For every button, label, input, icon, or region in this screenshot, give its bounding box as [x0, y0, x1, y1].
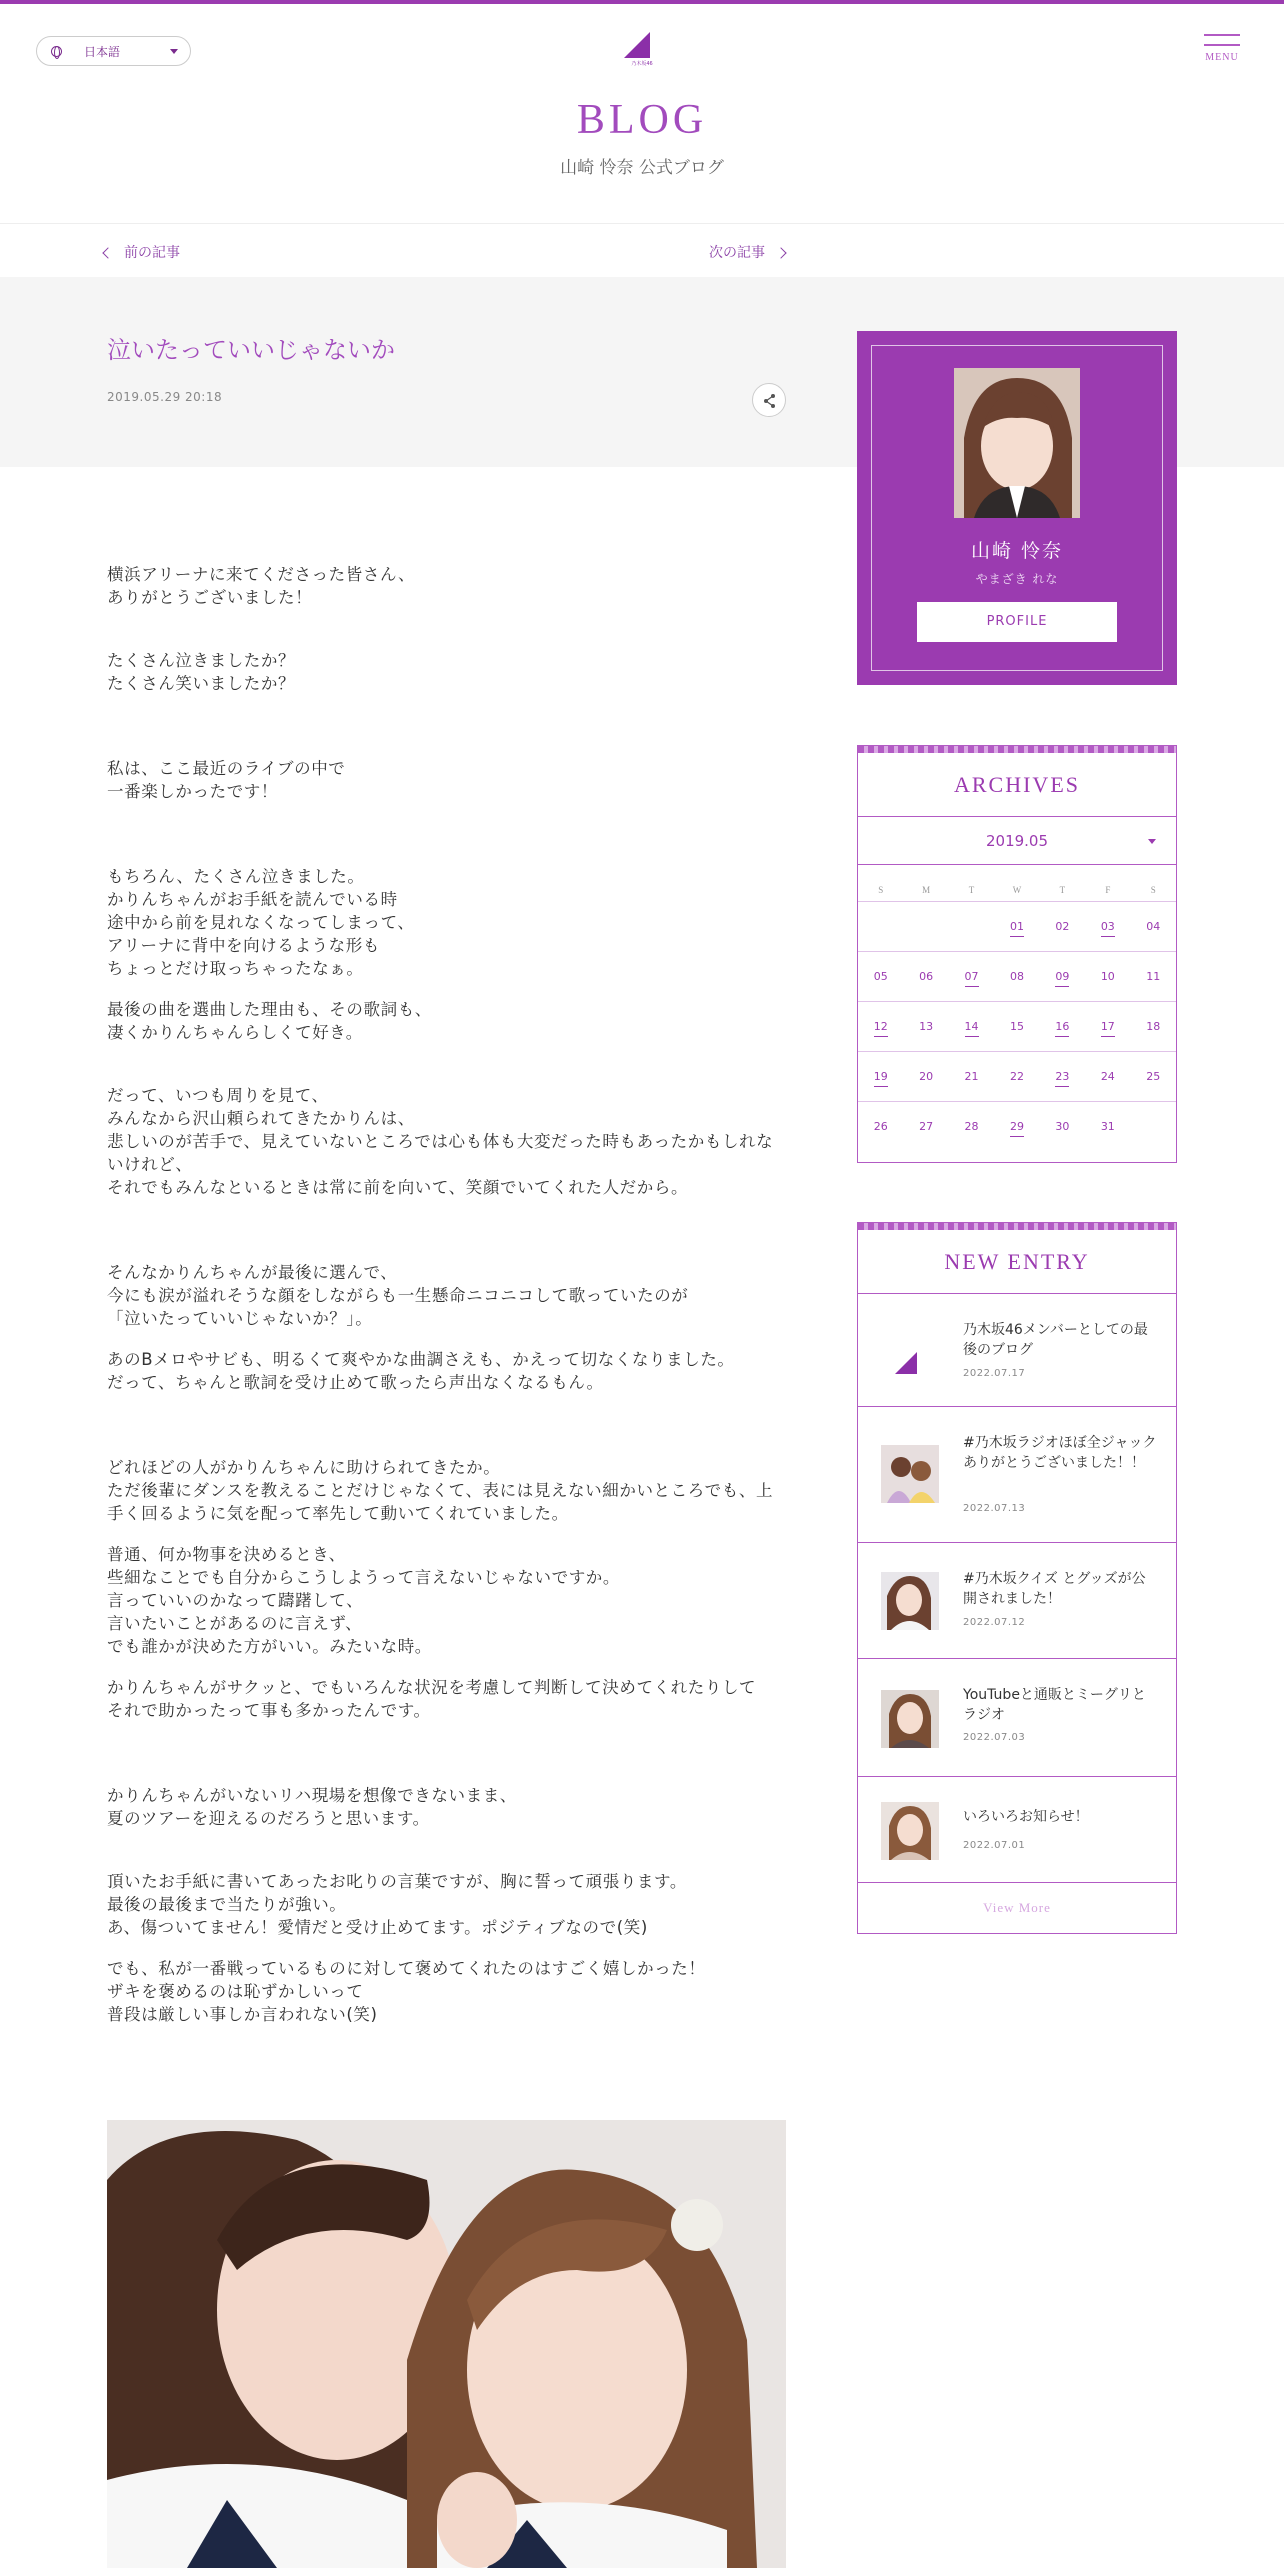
- entry-item[interactable]: [858, 1777, 1176, 1883]
- hamburger-icon: [1204, 34, 1240, 36]
- post-paragraph: 最後の曲を選曲した理由も、その歌詞も、 凄くかりんちゃんらしくて好き。: [107, 1000, 432, 1042]
- profile-card: [857, 331, 1177, 685]
- calendar-day: 05: [858, 951, 903, 1001]
- entry-title: #乃木坂ラジオほぼ全ジャック ありがとうございました！！: [963, 1435, 1157, 1471]
- post-paragraph: だって、いつも周りを見て、 みんなから沢山頼られてきたかりんは、 悲しいのが苦手で、見えていないところでは心も体も大変だった時もあったかもしれないけれど、 それでもみんなといるときは常に前を向いて、笑顔でいてくれた人だから。: [107, 1086, 774, 1197]
- calendar-empty: [949, 901, 994, 951]
- entry-date: 2022.07.01: [963, 1840, 1026, 1851]
- weekday: T: [1059, 884, 1066, 895]
- nogizaka-logo[interactable]: [622, 30, 662, 68]
- post-paragraph: あのBメロやサビも、明るくて爽やかな曲調さえも、かえって切なくなりました。 だって、ちゃんと歌詞を受け止めて歌ったら声出なくなるもん。: [107, 1350, 735, 1392]
- profile-name: 山崎 怜奈: [970, 540, 1064, 562]
- calendar-day[interactable]: 14: [949, 1001, 994, 1051]
- entry-thumbnail: [881, 1802, 939, 1860]
- profile-button[interactable]: PROFILE: [917, 602, 1117, 642]
- post-paragraph: 普通、何か物事を決めるとき、 些細なことでも自分からこうしようって言えないじゃないですか。 言っていいのかなって躊躇して、 言いたいことがあるのに言えず、 でも誰かが決めた方がいい。みたいな時。: [107, 1545, 620, 1656]
- chevron-left-icon: [102, 247, 113, 258]
- post-paragraph: もちろん、たくさん泣きました。 かりんちゃんがお手紙を読んでいる時 途中から前を見れなくなってしまって、 アリーナに背中を向けるような形も ちょっとだけ取っちゃったなぁ。: [107, 867, 415, 978]
- calendar-day: 20: [903, 1051, 948, 1101]
- post-paragraph: 頂いたお手紙に書いてあったお叱りの言葉ですが、胸に誓って頑張ります。 最後の最後まで当たりが強い。 あ、傷ついてません！愛情だと受け止めてます。ポジティブなので(笑): [107, 1872, 687, 1937]
- calendar-day[interactable]: 17: [1085, 1001, 1130, 1051]
- chevron-down-icon: [170, 49, 178, 54]
- profile-photo: [954, 368, 1080, 518]
- calendar-day: 26: [858, 1101, 903, 1151]
- weekday: M: [922, 884, 931, 895]
- share-icon: [753, 384, 787, 418]
- new-entry-heading: NEW ENTRY: [858, 1230, 1176, 1294]
- calendar-day: 31: [1085, 1101, 1130, 1151]
- blog-heading: BLOG: [576, 97, 708, 143]
- calendar-empty: [903, 901, 948, 951]
- svg-text:乃木坂46: 乃木坂46: [631, 61, 653, 67]
- entry-title: #乃木坂クイズ とグッズが公開されました！: [963, 1571, 1146, 1607]
- language-selector[interactable]: [36, 36, 191, 66]
- calendar-day: 22: [994, 1051, 1039, 1101]
- entry-item[interactable]: [858, 1543, 1176, 1659]
- weekday: W: [1012, 884, 1022, 895]
- entry-item[interactable]: [858, 1659, 1176, 1777]
- prev-article-link[interactable]: 前の記事: [104, 242, 180, 262]
- calendar-day[interactable]: 19: [858, 1051, 903, 1101]
- calendar-day[interactable]: 01: [994, 901, 1039, 951]
- entry-thumbnail: [881, 1572, 939, 1630]
- chevron-right-icon: [775, 247, 786, 258]
- menu-label: MENU: [1205, 52, 1239, 63]
- post-photo: [107, 2120, 786, 2568]
- share-button[interactable]: [752, 383, 786, 417]
- archives-widget: [857, 745, 1177, 1163]
- post-title: 泣いたっていいじゃないか: [107, 336, 395, 364]
- weekday: S: [878, 884, 884, 895]
- weekday: F: [1105, 884, 1111, 895]
- globe-icon: [51, 46, 62, 57]
- calendar-day: 25: [1131, 1051, 1176, 1101]
- calendar-day: 15: [994, 1001, 1039, 1051]
- weekday: S: [1150, 884, 1156, 895]
- entry-thumbnail: [881, 1445, 939, 1503]
- entry-title: YouTubeと通販とミーグリとラジオ: [963, 1687, 1146, 1723]
- calendar-day: 24: [1085, 1051, 1130, 1101]
- post-paragraph: かりんちゃんがサクッと、でもいろんな状況を考慮して判断して決めてくれたりして それで助かったって事も多かったんです。: [107, 1678, 757, 1720]
- calendar-day: 11: [1131, 951, 1176, 1001]
- post-paragraph: でも、私が一番戦っているものに対して褒めてくれたのはすごく嬉しかった！ ザキを褒めるのは恥ずかしいって 普段は厳しい事しか言われない(笑): [107, 1959, 706, 2024]
- entry-date: 2022.07.03: [963, 1732, 1026, 1743]
- calendar-day: 27: [903, 1101, 948, 1151]
- calendar-day: 21: [949, 1051, 994, 1101]
- post-date: 2019.05.29 20:18: [107, 390, 223, 404]
- calendar-day: 10: [1085, 951, 1130, 1001]
- calendar-day[interactable]: 16: [1040, 1001, 1085, 1051]
- entry-date: 2022.07.13: [963, 1503, 1026, 1514]
- post-paragraph: たくさん泣きましたか？ たくさん笑いましたか？: [107, 651, 296, 693]
- next-article-link[interactable]: 次の記事: [709, 242, 785, 262]
- entry-date: 2022.07.17: [963, 1368, 1026, 1379]
- entry-thumbnail: [881, 1334, 939, 1392]
- entry-thumbnail: [881, 1690, 939, 1748]
- language-label: 日本語: [84, 44, 121, 59]
- chevron-down-icon: [1148, 839, 1156, 844]
- calendar-day: 08: [994, 951, 1039, 1001]
- archive-calendar: [858, 879, 1176, 1151]
- calendar-day: 30: [1040, 1101, 1085, 1151]
- entry-item[interactable]: [858, 1294, 1176, 1407]
- calendar-empty: [858, 901, 903, 951]
- calendar-day[interactable]: 09: [1040, 951, 1085, 1001]
- calendar-day: 06: [903, 951, 948, 1001]
- menu-button[interactable]: [1204, 34, 1240, 68]
- post-paragraph: 私は、ここ最近のライブの中で 一番楽しかったです！: [107, 759, 346, 801]
- blog-subtitle: 山崎 怜奈 公式ブログ: [560, 158, 724, 178]
- entry-item[interactable]: [858, 1407, 1176, 1543]
- post-paragraph: かりんちゃんがいないリハ現場を想像できないまま、 夏のツアーを迎えるのだろうと思います。: [107, 1786, 517, 1828]
- new-entry-widget: [857, 1222, 1177, 1934]
- calendar-day[interactable]: 03: [1085, 901, 1130, 951]
- profile-kana: やまざき れな: [975, 572, 1059, 586]
- top-accent-bar: [0, 0, 1284, 4]
- calendar-day: 28: [949, 1101, 994, 1151]
- post-paragraph: そんなかりんちゃんが最後に選んで、 今にも涙が溢れそうな顔をしながらも一生懸命ニコニコして歌っていたのが 「泣いたっていいじゃないか？」。: [107, 1263, 689, 1328]
- weekday: T: [968, 884, 975, 895]
- post-paragraph: 横浜アリーナに来てくださった皆さん、 ありがとうございました！: [107, 565, 416, 607]
- calendar-empty: [1131, 1101, 1176, 1151]
- post-paragraph: どれほどの人がかりんちゃんに助けられてきたか。 ただ後輩にダンスを教えることだけじゃなくて、表には見えない細かいところでも、上手く回るように気を配って率先して動いてくれていました。: [107, 1458, 774, 1523]
- archives-heading: ARCHIVES: [858, 753, 1176, 817]
- calendar-day[interactable]: 07: [949, 951, 994, 1001]
- calendar-day[interactable]: 29: [994, 1101, 1039, 1151]
- article-nav: [0, 223, 1284, 277]
- entry-date: 2022.07.12: [963, 1617, 1026, 1628]
- entry-title: いろいろお知らせ！: [963, 1809, 1089, 1825]
- entry-title: 乃木坂46メンバーとしての最後のブログ: [963, 1322, 1148, 1358]
- calendar-day: 04: [1131, 901, 1176, 951]
- post-body: [107, 563, 787, 2026]
- calendar-day[interactable]: 23: [1040, 1051, 1085, 1101]
- month-selector[interactable]: 2019.05: [858, 817, 1176, 865]
- calendar-day: 02: [1040, 901, 1085, 951]
- view-more-link[interactable]: View More: [983, 1900, 1051, 1915]
- calendar-day: 13: [903, 1001, 948, 1051]
- calendar-day: 18: [1131, 1001, 1176, 1051]
- calendar-day[interactable]: 12: [858, 1001, 903, 1051]
